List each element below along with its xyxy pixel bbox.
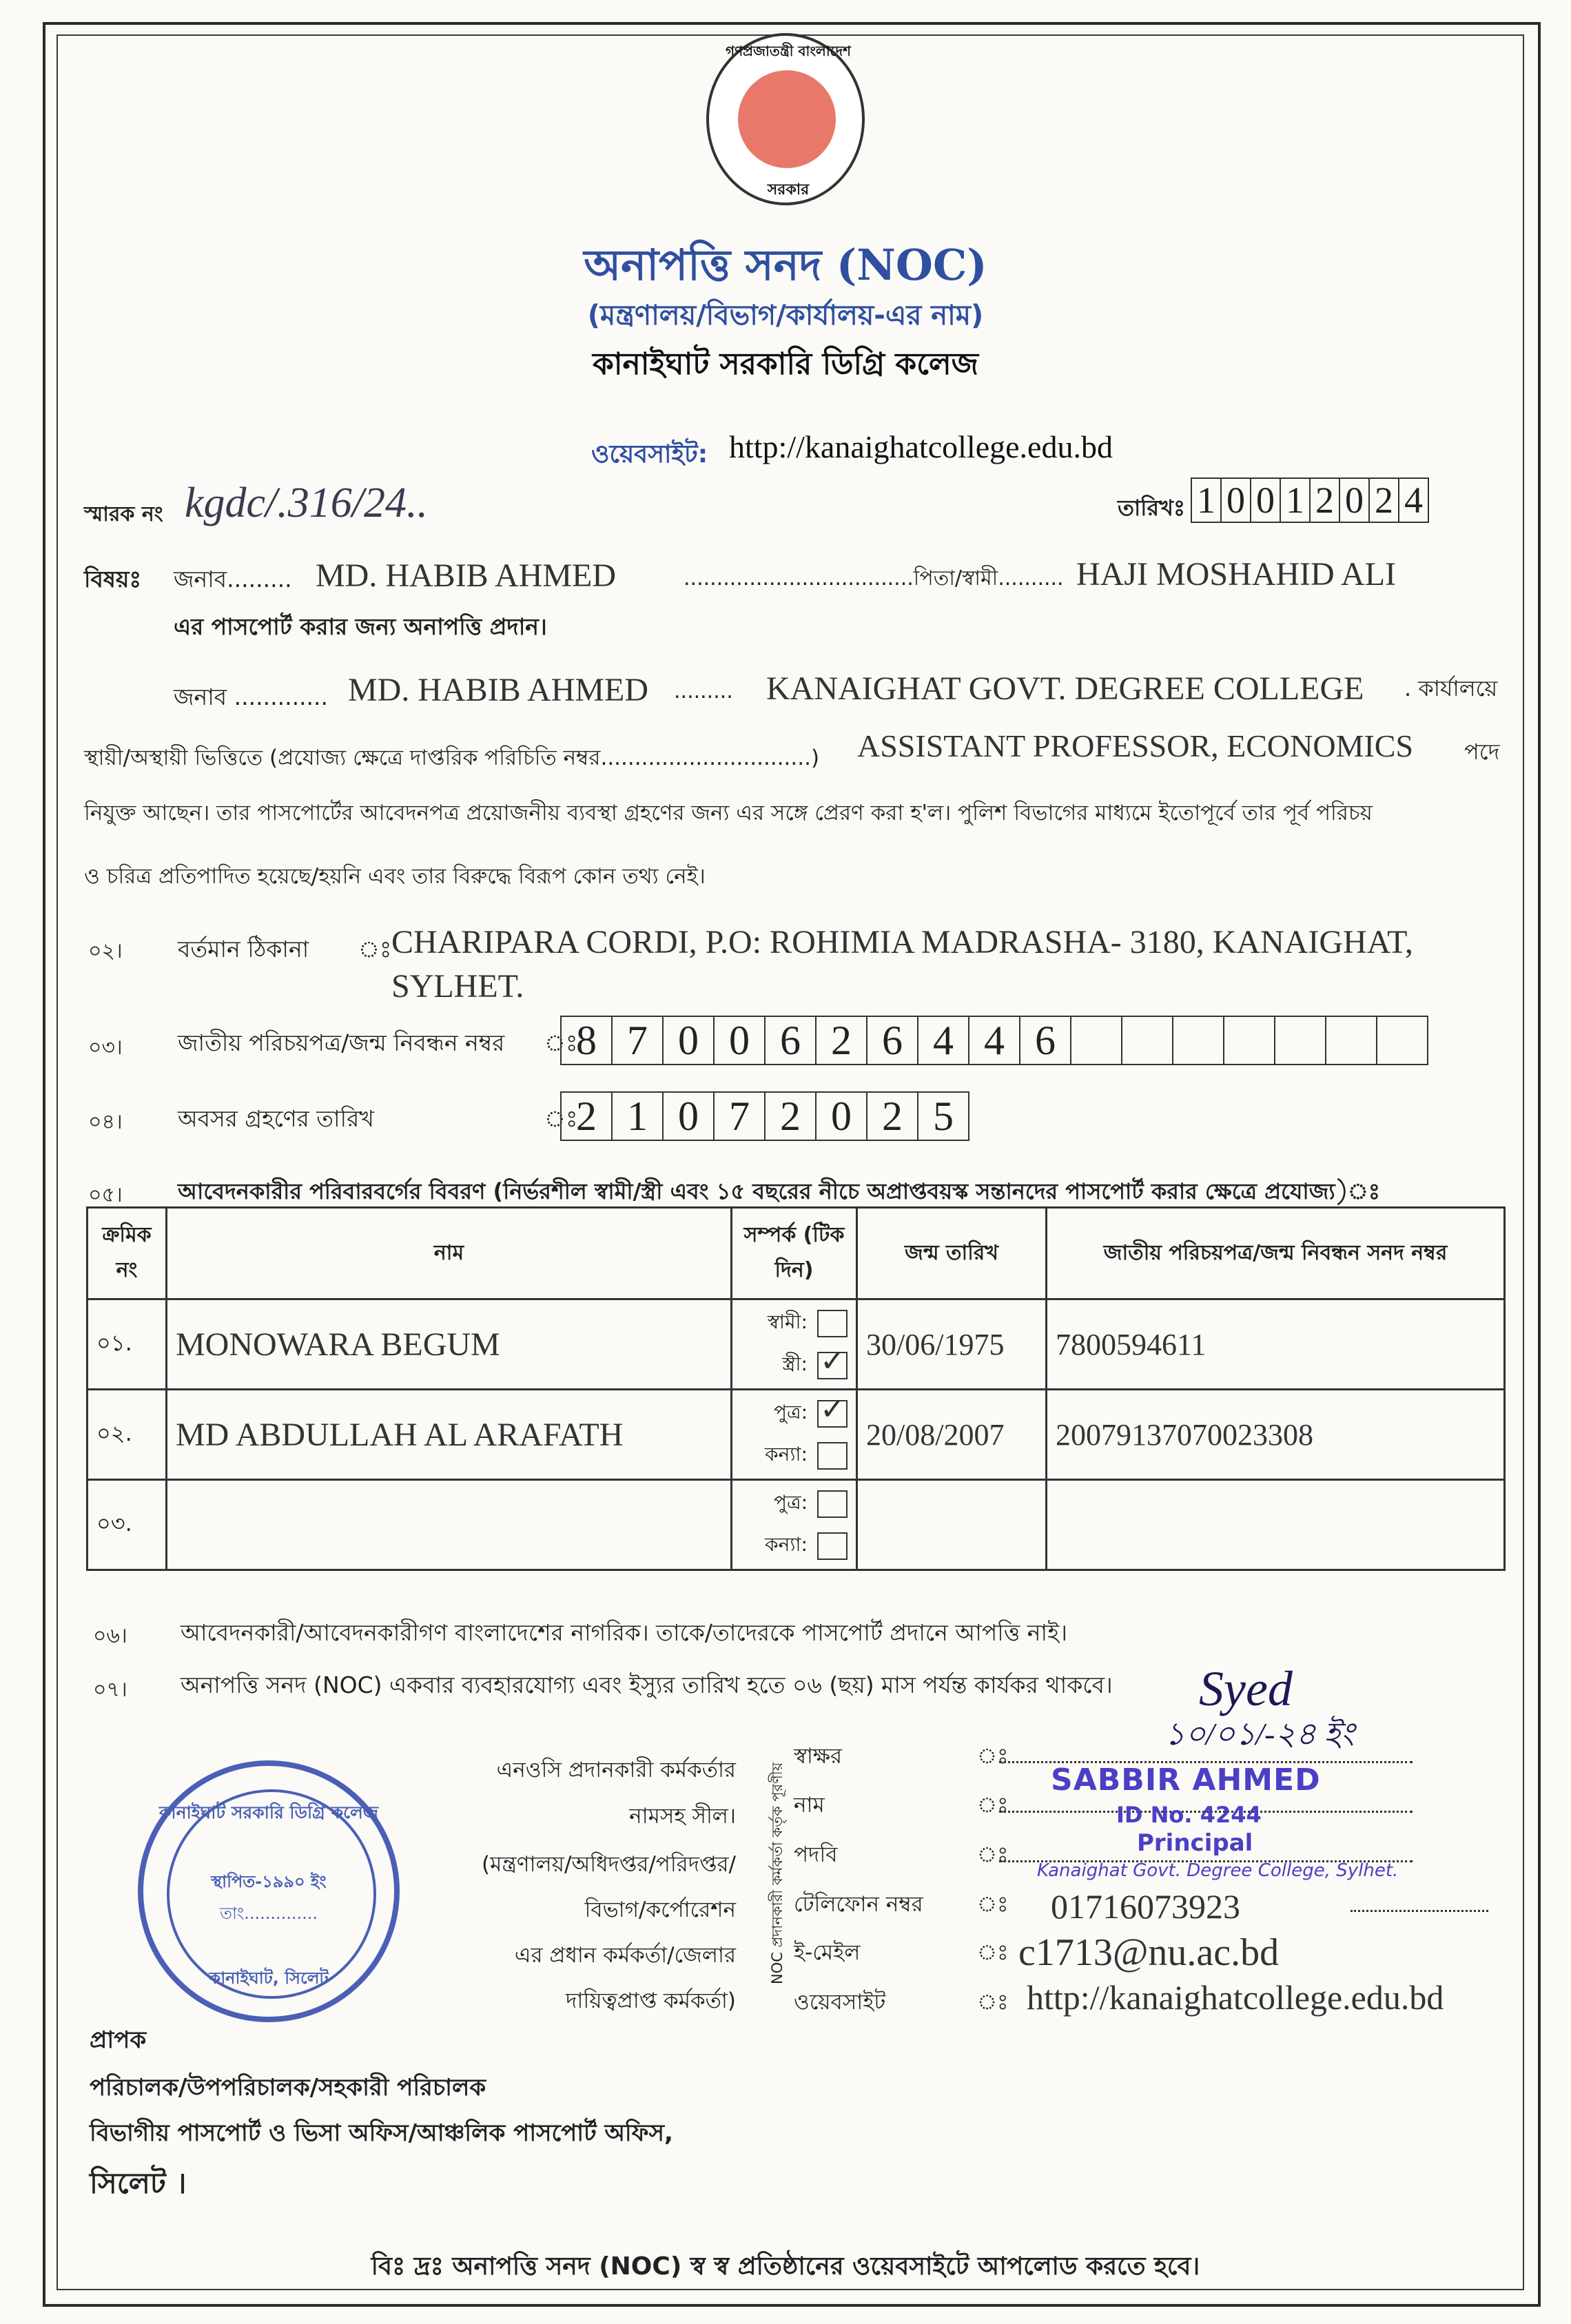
body-dots: .........	[674, 679, 733, 703]
row-relation	[732, 1390, 857, 1480]
header-serial: ক্রমিক নং	[88, 1208, 167, 1299]
table-row	[88, 1299, 1505, 1390]
table-row	[88, 1480, 1505, 1570]
signature-date: ১০/০১/-২৪ ইং	[1164, 1716, 1355, 1751]
digit-box: 4	[917, 1016, 969, 1065]
digit-box: 0	[662, 1016, 715, 1065]
digit-box: 1	[1280, 477, 1311, 523]
digit-box: 7	[611, 1016, 664, 1065]
field-colon: ঃ	[977, 1892, 1009, 1917]
header-website: http://kanaighatcollege.edu.bd	[729, 429, 1113, 464]
present-address-line1: CHARIPARA CORDI, P.O: ROHIMIA MADRASHA- 3180, KANAIGHAT,	[391, 924, 1413, 960]
office-suffix: . কার্যালয়ে	[1404, 675, 1498, 701]
website-label: ওয়েবসাইট:	[591, 440, 708, 469]
digit-box	[1325, 1016, 1377, 1065]
check-icon: ✓	[820, 1391, 845, 1427]
row-name: MONOWARA BEGUM	[167, 1299, 732, 1390]
item-04-number: ০৪।	[88, 1110, 123, 1134]
row-name: MD ABDULLAH AL ARAFATH	[167, 1390, 732, 1480]
table-row	[88, 1390, 1505, 1480]
digit-box	[1223, 1016, 1275, 1065]
digit-box: 0	[815, 1091, 867, 1141]
row-serial: ০২.	[88, 1390, 167, 1480]
field-label-signature: স্বাক্ষর	[794, 1744, 843, 1769]
relation-checkbox[interactable]	[817, 1310, 848, 1337]
designation: ASSISTANT PROFESSOR, ECONOMICS	[857, 728, 1414, 763]
document-subtitle: (মন্ত্রণালয়/বিভাগ/কার্যালয়-এর নাম)	[587, 300, 984, 331]
designation-suffix: পদে	[1464, 739, 1500, 765]
digit-box	[1121, 1016, 1173, 1065]
digit-box: 0	[713, 1016, 766, 1065]
signatory-label-line: এর প্রধান কর্মকর্তা/জেলার	[514, 1943, 736, 1968]
digit-box: 2	[560, 1091, 613, 1141]
digit-box: 7	[713, 1091, 766, 1141]
item-03-number: ০৩।	[88, 1036, 123, 1060]
signatory-label-line: (মন্ত্রণালয়/অধিদপ্তর/পরিদপ্তর/	[482, 1852, 736, 1877]
vertical-note: NOC প্রদানকারী কর্মকর্তা কর্তৃক পূরণীয়	[769, 1762, 786, 1984]
digit-box: 2	[1309, 477, 1340, 523]
government-emblem-icon: গণপ্রজাতন্ত্রী বাংলাদেশ সরকার	[706, 33, 865, 205]
office-value: KANAIGHAT GOVT. DEGREE COLLEGE	[766, 670, 1364, 707]
relation-checkbox[interactable]	[817, 1391, 848, 1428]
declaration-07: অনাপত্তি সনদ (NOC) একবার ব্যবহারযোগ্য এবং ইস্যুর তারিখ হতে ০৬ (ছয়) মাস পর্যন্ত কার্যকর থাকবে।	[181, 1672, 1113, 1698]
phone-value: 01716073923	[1051, 1887, 1240, 1926]
digit-box: 1	[1191, 477, 1222, 523]
digit-box: 0	[1250, 477, 1281, 523]
recipient-heading: প্রাপক	[90, 2026, 147, 2054]
digit-box: 2	[764, 1091, 817, 1141]
item-04-colon: ঃ	[544, 1105, 578, 1132]
relation-checkbox[interactable]	[817, 1442, 848, 1470]
recipient-line: বিভাগীয় পাসপোর্ট ও ভিসা অফিস/আঞ্চলিক পাসপোর্ট অফিস,	[90, 2119, 673, 2147]
father-label: ...................................পিতা/স্বামী..........	[684, 566, 1064, 590]
digit-box: 2	[1368, 477, 1399, 523]
relation-option-label: কন্যা:	[765, 1533, 808, 1556]
digit-box: 4	[1398, 477, 1429, 523]
signatory-label-line: এনওসি প্রদানকারী কর্মকর্তার	[496, 1758, 736, 1782]
digit-box: 6	[764, 1016, 817, 1065]
digit-box	[1172, 1016, 1224, 1065]
digit-box: 4	[968, 1016, 1020, 1065]
stamp-id: ID No. 4244	[1116, 1802, 1262, 1828]
declaration-07-number: ০৭।	[93, 1678, 127, 1702]
recipient-line: পরিচালক/উপপরিচালক/সহকারী পরিচালক	[90, 2074, 486, 2101]
row-relation	[732, 1299, 857, 1390]
digit-box: 8	[560, 1016, 613, 1065]
digit-box: 0	[662, 1091, 715, 1141]
row-nid: 7800594611	[1047, 1299, 1505, 1390]
college-round-seal: কানাইঘাট সরকারি ডিগ্রি কলেজ স্থাপিত-১৯৯০ ইং তাং.............. কানাইঘাট, সিলেট	[138, 1760, 400, 2022]
field-label-website: ওয়েবসাইট	[794, 1990, 886, 2015]
stamp-college: Kanaighat Govt. Degree College, Sylhet.	[1037, 1860, 1399, 1881]
digit-box: 0	[1339, 477, 1370, 523]
body-line4: ও চরিত্র প্রতিপাদিত হয়েছে/হয়নি এবং তার বিরুদ্ধে বিরূপ কোন তথ্য নেই।	[84, 864, 706, 889]
digit-box	[1376, 1016, 1428, 1065]
declaration-06: আবেদনকারী/আবেদনকারীগণ বাংলাদেশের নাগরিক। তাকে/তাদেরকে পাসপোর্ট প্রদানে আপত্তি নাই।	[181, 1619, 1068, 1646]
body-line2: স্থায়ী/অস্থায়ী ভিত্তিতে (প্রযোজ্য ক্ষেত্রে দাপ্তরিক পরিচিতি নম্বর...............................)	[84, 745, 820, 770]
digit-box: 0	[1220, 477, 1251, 523]
header-nid: জাতীয় পরিচয়পত্র/জন্ম নিবন্ধন সনদ নম্বর	[1047, 1208, 1505, 1299]
signatory-label-line: দায়িত্বপ্রাপ্ত কর্মকর্তা)	[566, 1988, 736, 2013]
relation-option-label: স্ত্রী:	[782, 1353, 808, 1375]
father-name: HAJI MOSHAHID ALI	[1076, 556, 1396, 593]
subject-line2: এর পাসপোর্ট করার জন্য অনাপত্তি প্রদান।	[174, 613, 547, 640]
row-relation	[732, 1480, 857, 1570]
relation-option-label: পুত্র:	[773, 1491, 808, 1514]
family-members-table	[86, 1206, 1506, 1571]
relation-checkbox[interactable]	[817, 1532, 848, 1560]
digit-box	[1274, 1016, 1326, 1065]
body-line3: নিযুক্ত আছেন। তার পাসপোর্টের আবেদনপত্র প্রয়োজনীয় ব্যবস্থা গ্রহণের জন্য এর সঙ্গে প্রেরণ করা হ'ল। পুলিশ বিভাগের মাধ্যমে ইতোপূর্বে তার পূর্ব পরিচয়	[84, 801, 1373, 825]
item-02-colon: ঃ	[358, 936, 392, 963]
row-dob: 20/08/2007	[857, 1390, 1047, 1480]
field-label-email: ই-মেইল	[794, 1940, 861, 1965]
declaration-06-number: ০৬।	[93, 1624, 127, 1648]
document-title: অনাপত্তি সনদ (NOC)	[584, 240, 987, 290]
header-dob: জন্ম তারিখ	[857, 1208, 1047, 1299]
applicant-name: MD. HABIB AHMED	[316, 557, 617, 594]
item-02-label: বর্তমান ঠিকানা	[178, 936, 309, 963]
item-02-number: ০২।	[88, 939, 123, 963]
memo-number: kgdc/.316/24..	[185, 480, 428, 526]
office-name: কানাইঘাট সরকারি ডিগ্রি কলেজ	[592, 347, 979, 382]
header-relation: সম্পর্ক (টিক দিন)	[732, 1208, 857, 1299]
email-value: c1713@nu.ac.bd	[1018, 1931, 1280, 1974]
retirement-date-boxes	[562, 1091, 969, 1141]
signature: Syed	[1199, 1661, 1293, 1716]
header-name: নাম	[167, 1208, 732, 1299]
item-03-label: জাতীয় পরিচয়পত্র/জন্ম নিবন্ধন নম্বর	[178, 1029, 505, 1056]
signatory-label-line: নামসহ সীল।	[629, 1804, 736, 1829]
item-04-label: অবসর গ্রহণের তারিখ	[178, 1105, 374, 1132]
field-label-phone: টেলিফোন নম্বর	[794, 1892, 923, 1917]
digit-box: 6	[866, 1016, 918, 1065]
row-dob: 30/06/1975	[857, 1299, 1047, 1390]
relation-option-label: স্বামী:	[767, 1310, 808, 1333]
field-label-name: নাম	[794, 1793, 825, 1818]
footnote: বিঃ দ্রঃ অনাপত্তি সনদ (NOC) স্ব স্ব প্রতিষ্ঠানের ওয়েবসাইটে আপলোড করতে হবে।	[371, 2252, 1200, 2281]
website-value: http://kanaighatcollege.edu.bd	[1027, 1978, 1444, 2017]
field-colon: ঃ	[977, 1793, 1009, 1818]
relation-checkbox[interactable]	[817, 1343, 848, 1379]
body-prefix: জনাব .............	[174, 683, 329, 710]
row-serial: ০৩.	[88, 1480, 167, 1570]
digit-box: 1	[611, 1091, 664, 1141]
field-colon: ঃ	[977, 1940, 1009, 1965]
stamp-title: Principal	[1137, 1829, 1253, 1857]
digit-box: 5	[917, 1091, 969, 1141]
check-icon: ✓	[820, 1343, 845, 1379]
nid-number-boxes	[562, 1016, 1428, 1065]
recipient-line: সিলেট ।	[90, 2166, 187, 2200]
row-name	[167, 1480, 732, 1570]
digit-box	[1070, 1016, 1122, 1065]
field-colon: ঃ	[977, 1744, 1009, 1769]
date-label: তারিখঃ	[1118, 495, 1186, 521]
digit-box: 2	[815, 1016, 867, 1065]
row-nid	[1047, 1480, 1505, 1570]
stamp-name: SABBIR AHMED	[1051, 1762, 1321, 1798]
present-address-line2: SYLHET.	[391, 968, 524, 1005]
relation-checkbox[interactable]	[817, 1490, 848, 1518]
table-header-row	[88, 1208, 1505, 1299]
subject-label: বিষয়ঃ	[84, 566, 142, 593]
field-colon: ঃ	[977, 1842, 1009, 1867]
digit-box: 6	[1019, 1016, 1071, 1065]
subject-prefix: জনাব.........	[174, 566, 292, 593]
item-05-number: ০৫।	[88, 1183, 123, 1207]
body-name: MD. HABIB AHMED	[348, 672, 649, 708]
relation-option-label: কন্যা:	[765, 1443, 808, 1466]
relation-option-label: পুত্র:	[773, 1401, 808, 1423]
item-05-label: আবেদনকারীর পরিবারবর্গের বিবরণ (নির্ভরশীল স্বামী/স্ত্রী এবং ১৫ বছরের নীচে অপ্রাপ্তবয়স্ক সন্তানদের পাসপোর্ট করার ক্ষেত্রে প্রযোজ্য)ঃ	[178, 1178, 1380, 1204]
row-serial: ০১.	[88, 1299, 167, 1390]
issue-date-boxes	[1192, 477, 1429, 523]
signatory-label-line: বিভাগ/কর্পোরেশন	[584, 1898, 736, 1922]
memo-label: স্মারক নং	[84, 502, 163, 526]
field-colon: ঃ	[977, 1990, 1009, 2015]
row-nid: 20079137070023308	[1047, 1390, 1505, 1480]
field-label-designation: পদবি	[794, 1842, 838, 1867]
row-dob	[857, 1480, 1047, 1570]
digit-box: 2	[866, 1091, 918, 1141]
phone-dotted-line	[1351, 1910, 1488, 1912]
item-03-colon: ঃ	[544, 1029, 578, 1056]
